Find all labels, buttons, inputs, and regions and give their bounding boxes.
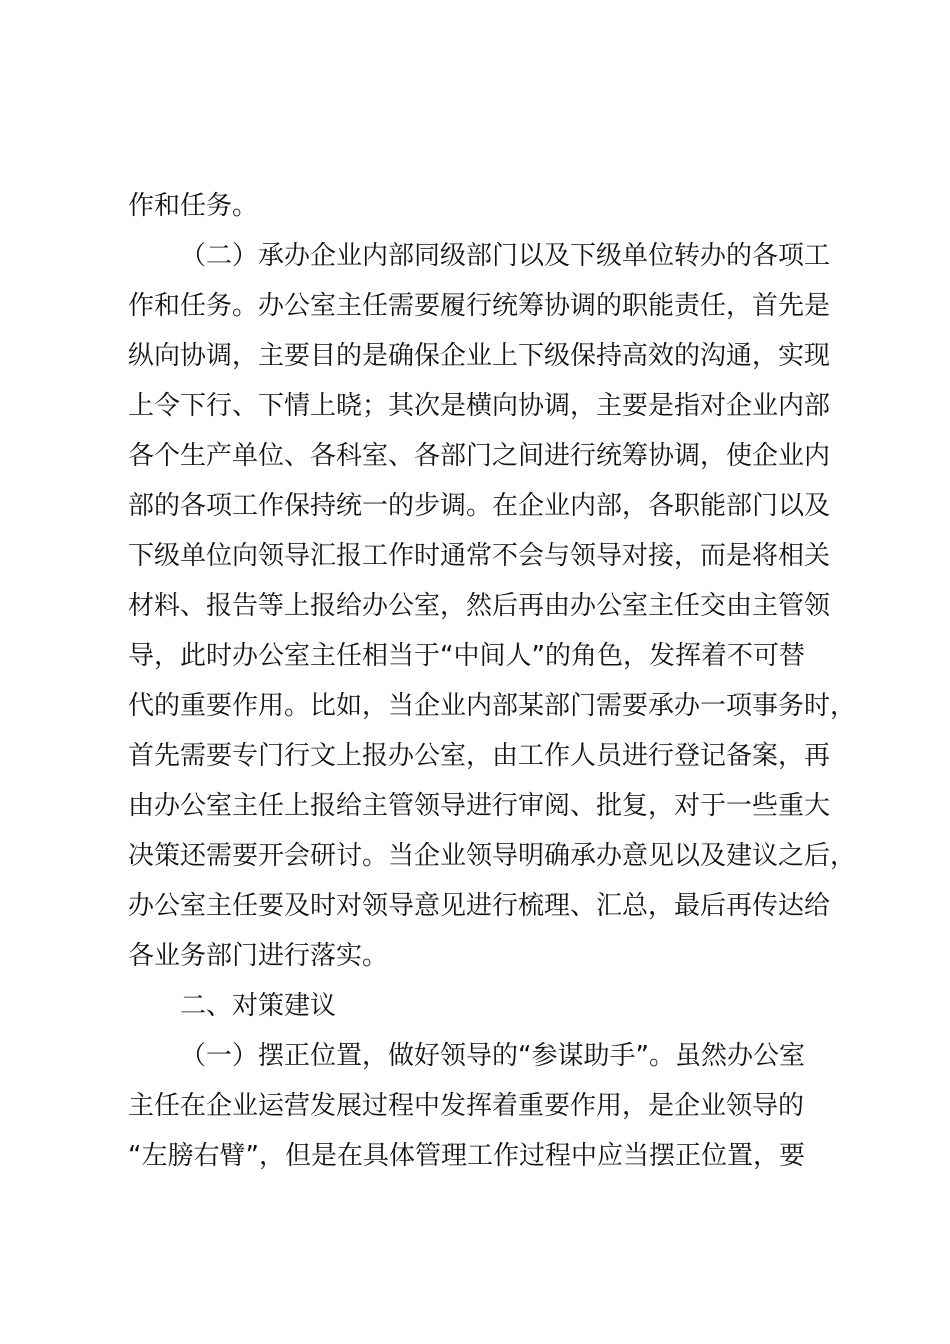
text-line-19: 主任在企业运营发展过程中发挥着重要作用，是企业领导的 xyxy=(128,1091,805,1121)
text-line-4: 纵向协调，主要目的是确保企业上下级保持高效的沟通，实现 xyxy=(128,341,831,371)
section-heading: 二、对策建议 xyxy=(180,991,337,1021)
text-line-2: （二）承办企业内部同级部门以及下级单位转办的各项工 xyxy=(180,241,831,271)
text-line-7: 部的各项工作保持统一的步调。在企业内部，各职能部门以及 xyxy=(128,491,831,521)
text-line-1: 作和任务。 xyxy=(128,191,259,221)
text-line-20: “左膀右臂”，但是在具体管理工作过程中应当摆正位置，要 xyxy=(128,1141,805,1171)
text-line-10: 导，此时办公室主任相当于“中间人”的角色，发挥着不可替 xyxy=(128,641,805,671)
text-line-18: （一）摆正位置，做好领导的“参谋助手”。虽然办公室 xyxy=(180,1041,805,1071)
text-line-3: 作和任务。办公室主任需要履行统筹协调的职能责任，首先是 xyxy=(128,291,831,321)
text-line-12: 首先需要专门行文上报办公室，由工作人员进行登记备案，再 xyxy=(128,741,831,771)
text-line-11: 代的重要作用。比如，当企业内部某部门需要承办一项事务时， xyxy=(128,691,857,721)
text-line-6: 各个生产单位、各科室、各部门之间进行统筹协调，使企业内 xyxy=(128,441,831,471)
text-line-16: 各业务部门进行落实。 xyxy=(128,941,389,971)
text-line-8: 下级单位向领导汇报工作时通常不会与领导对接，而是将相关 xyxy=(128,541,831,571)
text-line-13: 由办公室主任上报给主管领导进行审阅、批复，对于一些重大 xyxy=(128,791,831,821)
text-line-14: 决策还需要开会研讨。当企业领导明确承办意见以及建议之后， xyxy=(128,841,857,871)
text-line-5: 上令下行、下情上晓；其次是横向协调，主要是指对企业内部 xyxy=(128,391,831,421)
text-line-15: 办公室主任要及时对领导意见进行梳理、汇总，最后再传达给 xyxy=(128,891,831,921)
text-line-9: 材料、报告等上报给办公室，然后再由办公室主任交由主管领 xyxy=(128,591,831,621)
